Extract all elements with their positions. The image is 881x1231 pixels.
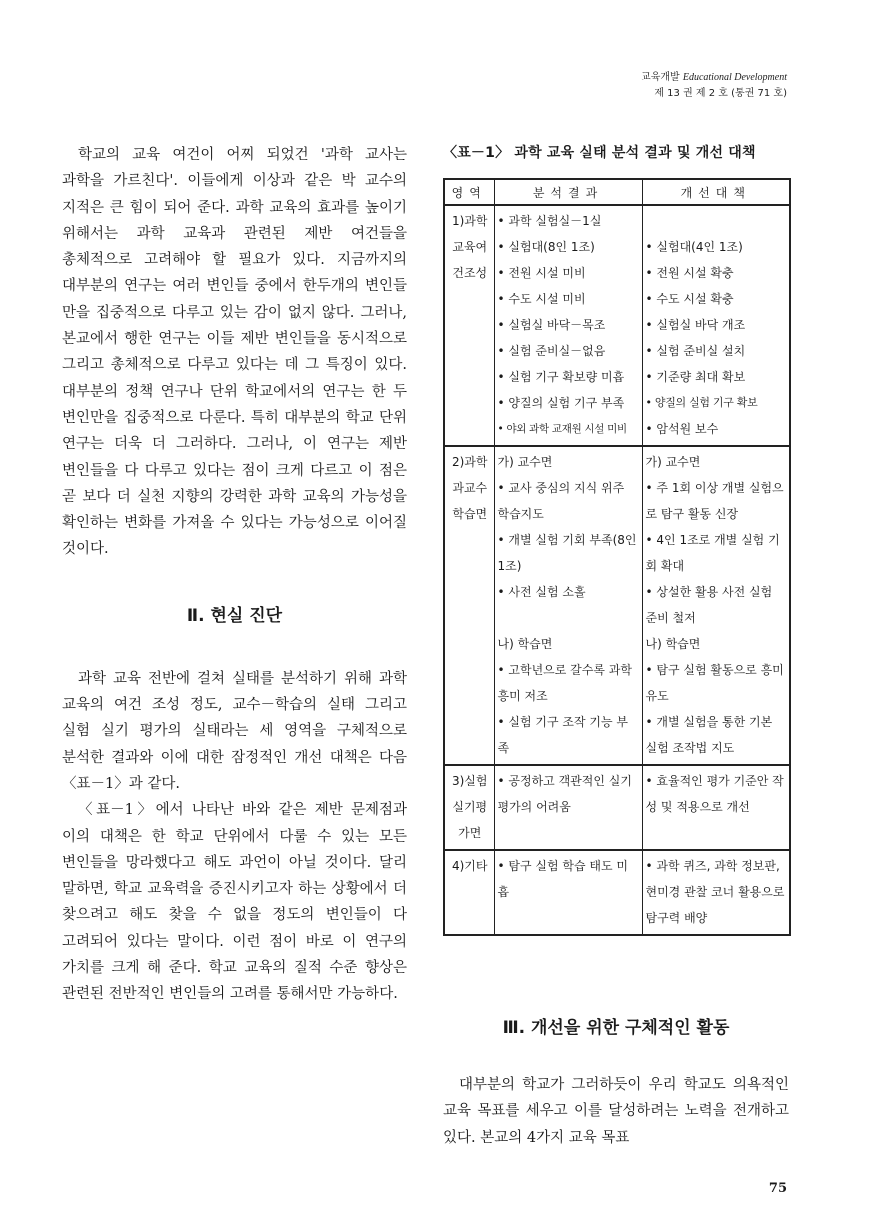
list-item: • 실험 기구 확보량 미흡: [498, 364, 640, 390]
header-analysis: 분석결과: [494, 179, 642, 205]
list-item: • 실험대(8인 1조): [498, 234, 640, 260]
empty-line: [646, 208, 788, 234]
list-item: • 과학 퀴즈, 과학 정보판, 현미경 관찰 코너 활용으로 탐구력 배양: [646, 853, 788, 931]
issue-info: 제 13 권 제 2 호 (통권 71 호): [654, 88, 787, 99]
table-header-row: [444, 179, 790, 205]
improvement-cell: [642, 765, 790, 850]
analysis-cell: [494, 446, 642, 765]
right-column: [443, 142, 789, 936]
row-area: 3)실험실기평가면: [444, 765, 494, 850]
header-area: 영역: [444, 179, 494, 205]
list-item: • 실험 준비실－없음: [498, 338, 640, 364]
list-item: • 효율적인 평가 기준안 작성 및 적용으로 개선: [646, 768, 788, 820]
list-item: • 주 1회 이상 개별 실험으로 탐구 활동 신장: [646, 475, 788, 527]
paragraph: 과학 교육 전반에 걸쳐 실태를 분석하기 위해 과학 교육의 여건 조성 정도, 교수－학습의 실태 그리고 실험 실기 평가의 실태라는 세 영역을 구체적으로 분석한 결과와 이에 대한 잠정적인 개선 대책은 다음〈표－1〉과 같다.: [62, 670, 407, 792]
list-item: • 실험 준비실 설치: [646, 338, 788, 364]
header-improvement: 개선대책: [642, 179, 790, 205]
list-item: • 기준량 최대 확보: [646, 364, 788, 390]
improvement-cell: [642, 850, 790, 935]
list-item: • 교사 중심의 지식 위주 학습지도: [498, 475, 640, 527]
list-item: • 수도 시설 미비: [498, 286, 640, 312]
list-item: • 전원 시설 미비: [498, 260, 640, 286]
left-column: [62, 142, 407, 1008]
list-item: • 실험대(4인 1조): [646, 234, 788, 260]
analysis-table: [443, 178, 791, 936]
section-title: Ⅱ. 현실 진단: [186, 605, 283, 626]
subheading: 나) 학습면: [645, 637, 701, 651]
table-row: [444, 765, 790, 850]
list-item: • 고학년으로 갈수록 과학 흥미 저조: [498, 657, 640, 709]
paragraph: 학교의 교육 여건이 어찌 되었건 '과학 교사는 과학을 가르친다'. 이들에게 이상과 같은 박 교수의 지적은 큰 힘이 되어 준다. 과학 교육의 효과를 높이기 위해서는 과학 교육과 관련된 제반 여건들을 총체적으로 고려해야 할 필요가 있다. 지금까지의 대부분의 연구는 여러 변인들 중에서 한두개의 변인들 만을 집중적으로 다루고 있는 감이 없지 않다. 그러나, 본교에서 행한 연구는 이들 제반 변인들을 동시적으로 그리고 총체적으로 다루고 있다는 데 그 특징이 있다. 대부분의 정책 연구나 단위 학교에서의 연구는 한 두 변인만을 집중적으로 다룬다. 특히 대부분의 학교 단위 연구는 더욱 더 그러하다. 그러나, 이 연구는 제반 변인들을 다 다루고 있다는 점이 크게 다르고 이 점은 곧 보다 더 실천 지향의 강력한 과학 교육의 가능성을 확인하는 변화를 가져올 수 있다는 가능성으로 이어질 것이다.: [62, 147, 407, 558]
subheading: 나) 학습면: [497, 637, 553, 651]
section-title: Ⅲ. 개선을 위한 구체적인 활동: [502, 1018, 730, 1038]
list-item: • 상설한 활용 사전 실험 준비 철저: [646, 579, 788, 631]
list-item: • 야외 과학 교재원 시설 미비: [498, 416, 640, 442]
list-item: • 사전 실험 소홀: [498, 579, 640, 605]
right-column-bottom: [443, 1013, 789, 1151]
row-area: 1)과학교육여건조성: [444, 205, 494, 446]
list-item: • 수도 시설 확충: [646, 286, 788, 312]
list-item: • 암석원 보수: [646, 416, 788, 442]
list-item: • 전원 시설 확충: [646, 260, 788, 286]
journal-title-ko: 교육개발: [641, 72, 680, 83]
list-item: • 탐구 실험 활동으로 흥미 유도: [646, 657, 788, 709]
list-item: • 탐구 실험 학습 태도 미흡: [498, 853, 640, 905]
paragraph: 대부분의 학교가 그러하듯이 우리 학교도 의욕적인 교육 목표를 세우고 이를 달성하려는 노력을 전개하고 있다. 본교의 4가지 교육 목표: [443, 1077, 789, 1146]
list-item: • 양질의 실험 기구 확보: [646, 390, 788, 416]
analysis-cell: [494, 765, 642, 850]
list-item: • 4인 1조로 개별 실험 기회 확대: [646, 527, 788, 579]
list-item: • 과학 실험실－1실: [498, 208, 640, 234]
journal-title-en: Educational Development: [682, 72, 787, 83]
improvement-cell: [642, 446, 790, 765]
table-row: [444, 850, 790, 935]
list-item: • 개별 실험을 통한 기본 실험 조작법 지도: [646, 709, 788, 761]
page-number: 75: [768, 1181, 787, 1196]
row-area: 4)기타: [444, 850, 494, 935]
subheading: 가) 교수면: [645, 455, 701, 469]
list-item: • 공정하고 객관적인 실기 평가의 어려움: [498, 768, 640, 820]
paragraph: 〈표－1〉에서 나타난 바와 같은 제반 문제점과 이의 대책은 한 학교 단위에서 다룰 수 있는 모든 변인들을 망라했다고 해도 과언이 아닐 것이다. 달리 말하면, 학교 교육력을 증진시키고자 하는 상황에서 더 찾으려고 해도 찾을 수 없을 정도의 변인들이 다 고려되어 있다는 말이다. 이런 점이 바로 이 연구의 가치를 크게 해 준다. 학교 교육의 질적 수준 향상은 관련된 전반적인 변인들의 고려를 통해서만 가능하다.: [62, 802, 407, 1003]
analysis-cell: [494, 205, 642, 446]
improvement-cell: [642, 205, 790, 446]
table-row: [444, 446, 790, 765]
table-caption: 〈표－1〉 과학 교육 실태 분석 결과 및 개선 대책: [443, 145, 756, 161]
list-item: • 양질의 실험 기구 부족: [498, 390, 640, 416]
subheading: 가) 교수면: [497, 455, 553, 469]
row-area: 2)과학과교수학습면: [444, 446, 494, 765]
empty-line: [498, 605, 640, 631]
running-header: [641, 70, 787, 102]
table-row: [444, 205, 790, 446]
analysis-cell: [494, 850, 642, 935]
list-item: • 실험실 바닥 개조: [646, 312, 788, 338]
list-item: • 개별 실험 기회 부족(8인 1조): [498, 527, 640, 579]
list-item: • 실험 기구 조작 기능 부족: [498, 709, 640, 761]
list-item: • 실험실 바닥－목조: [498, 312, 640, 338]
journal-title: [641, 70, 787, 86]
